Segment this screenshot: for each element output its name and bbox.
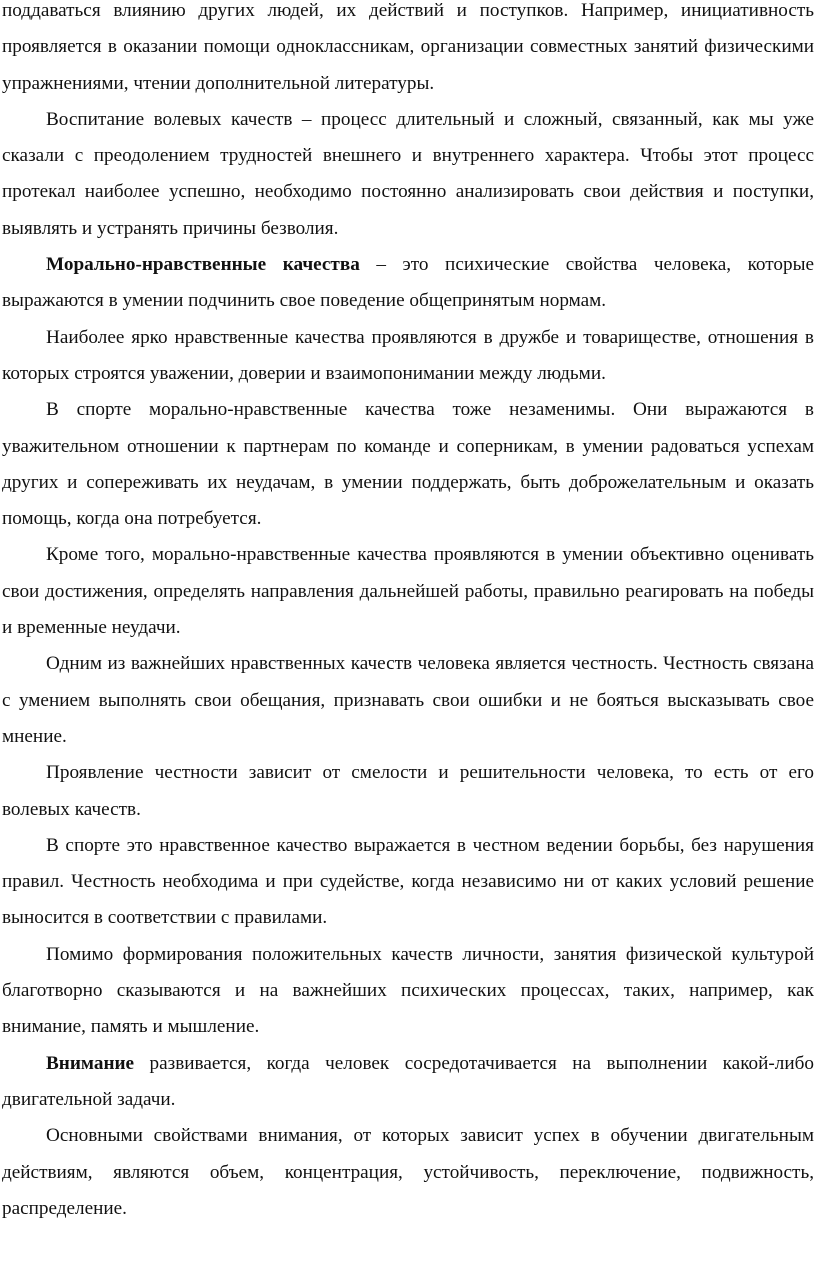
paragraph-fair-play — [2, 828, 814, 937]
paragraph-text: В спорте это нравственное качество выражается в честном ведении борьбы, без нарушения правил. Честность необходима и при судействе, когда независимо ни от каких условий решение выносится в соответствии с правилами. — [2, 834, 814, 929]
paragraph-text: Кроме того, морально-нравственные качества проявляются в умении объективно оценивать свои достижения, определять направления дальнейшей работы, правильно реагировать на победы и временные неудачи. — [2, 544, 814, 639]
paragraph-continuation — [2, 0, 814, 102]
paragraph-sport-moral — [2, 392, 814, 537]
paragraph-honesty-courage — [2, 755, 814, 828]
paragraph-mental-processes — [2, 937, 814, 1046]
paragraph-text: поддаваться влиянию других людей, их действий и поступков. Например, инициативность проявляется в оказании помощи одноклассникам, организации совместных занятий физическими упражнениями, чтении дополнительной литературы. — [2, 0, 814, 94]
paragraph-moral-qualities-definition — [2, 247, 814, 320]
paragraph-text: Основными свойствами внимания, от которых зависит успех в обучении двигательным действиям, являются объем, концентрация, устойчивость, переключение, подвижность, распределение. — [2, 1125, 814, 1219]
paragraph-self-assessment — [2, 537, 814, 646]
paragraph-attention-definition — [2, 1046, 814, 1119]
paragraph-text: Проявление честности зависит от смелости и решительности человека, то есть от его волевых качеств. — [2, 762, 814, 820]
paragraph-text: Одним из важнейших нравственных качеств человека является честность. Честность связана с умением выполнять свои обещания, признавать свои ошибки и не бояться высказывать свое мнение. — [2, 653, 814, 747]
paragraph-volitional-upbringing — [2, 102, 814, 247]
paragraph-text: Помимо формирования положительных качеств личности, занятия физической культурой благотворно сказываются и на важнейших психических процессах, таких, например, как внимание, память и мышление. — [2, 943, 814, 1038]
paragraph-honesty — [2, 646, 814, 755]
term-moral-qualities: Морально-нравственные качества — [46, 254, 360, 276]
paragraph-text: В спорте морально-нравственные качества тоже незаменимы. Они выражаются в уважительном отношении к партнерам по команде и соперникам, в умении радоваться успехам других и сопереживать их неудачам, в умении поддержать, быть доброжелательным и оказать помощь, когда она потребуется. — [2, 399, 814, 530]
paragraph-friendship — [2, 320, 814, 393]
paragraph-text: развивается, когда человек сосредотачивается на выполнении какой-либо двигательной задачи. — [2, 1052, 814, 1110]
body-text — [2, 0, 814, 1227]
paragraph-text: – это психические свойства человека, которые выражаются в умении подчинить свое поведение общепринятым нормам. — [2, 254, 815, 312]
paragraph-text: Наиболее ярко нравственные качества проявляются в дружбе и товариществе, отношения в которых строятся уважении, доверии и взаимопонимании между людьми. — [2, 326, 814, 384]
term-attention: Внимание — [46, 1052, 135, 1074]
paragraph-text: Воспитание волевых качеств – процесс длительный и сложный, связанный, как мы уже сказали с преодолением трудностей внешнего и внутреннего характера. Чтобы этот процесс протекал наиболее успешно, необходимо постоянно анализировать свои действия и поступки, выявлять и устранять причины безволия. — [2, 108, 814, 239]
paragraph-attention-properties — [2, 1118, 814, 1227]
